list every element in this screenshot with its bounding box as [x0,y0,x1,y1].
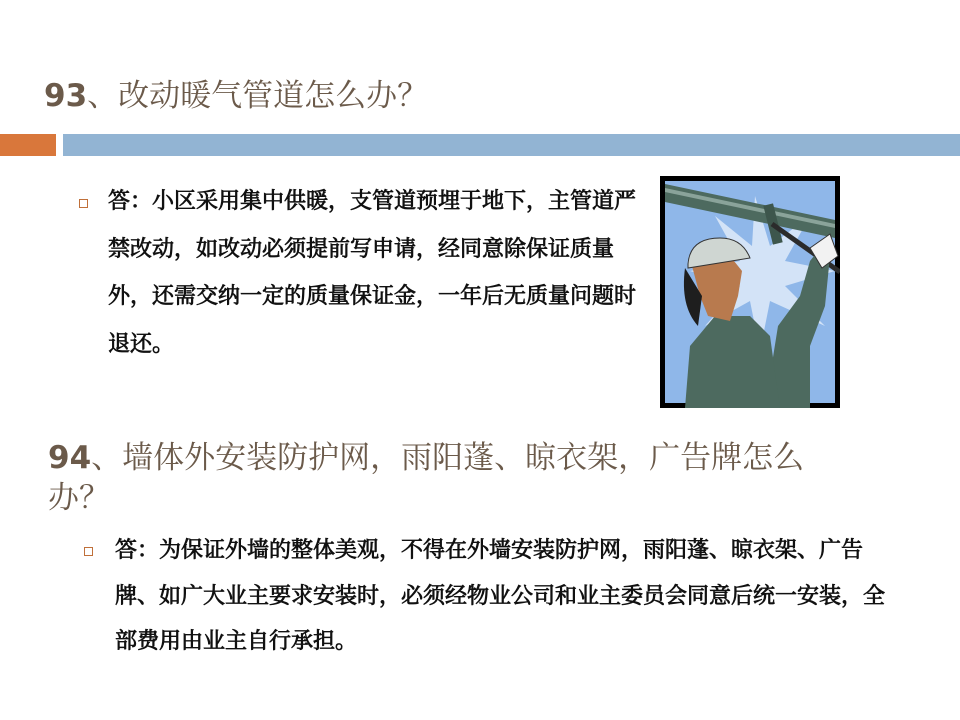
accent-bar-blue [63,134,960,156]
question-94-text: 、墙体外安装防护网，雨阳蓬、晾衣架，广告牌怎么办？ [48,440,805,516]
question-94-number: 94 [48,440,92,476]
question-93-answer: 答：小区采用集中供暖，支管道预埋于地下，主管道严禁改动，如改动必须提前写申请，经同意除保证质量外，还需交纳一定的质量保证金，一年后无质量问题时退还。 [108,189,637,357]
hollow-square-bullet-icon [79,199,88,208]
hollow-square-bullet-icon [84,547,93,556]
pipe-worker-illustration [660,176,840,408]
question-93-title [44,76,904,116]
question-94-answer: 答：为保证外墙的整体美观，不得在外墙安装防护网，雨阳蓬、晾衣架、广告牌、如广大业主要求安装时，必须经物业公司和业主委员会同意后统一安装，全部费用由业主自行承担。 [115,538,886,654]
accent-bar-orange [0,134,56,156]
question-94-title [48,438,848,518]
question-93-number: 93 [44,78,88,114]
question-93-text: 、改动暖气管道怎么办？ [87,78,429,114]
